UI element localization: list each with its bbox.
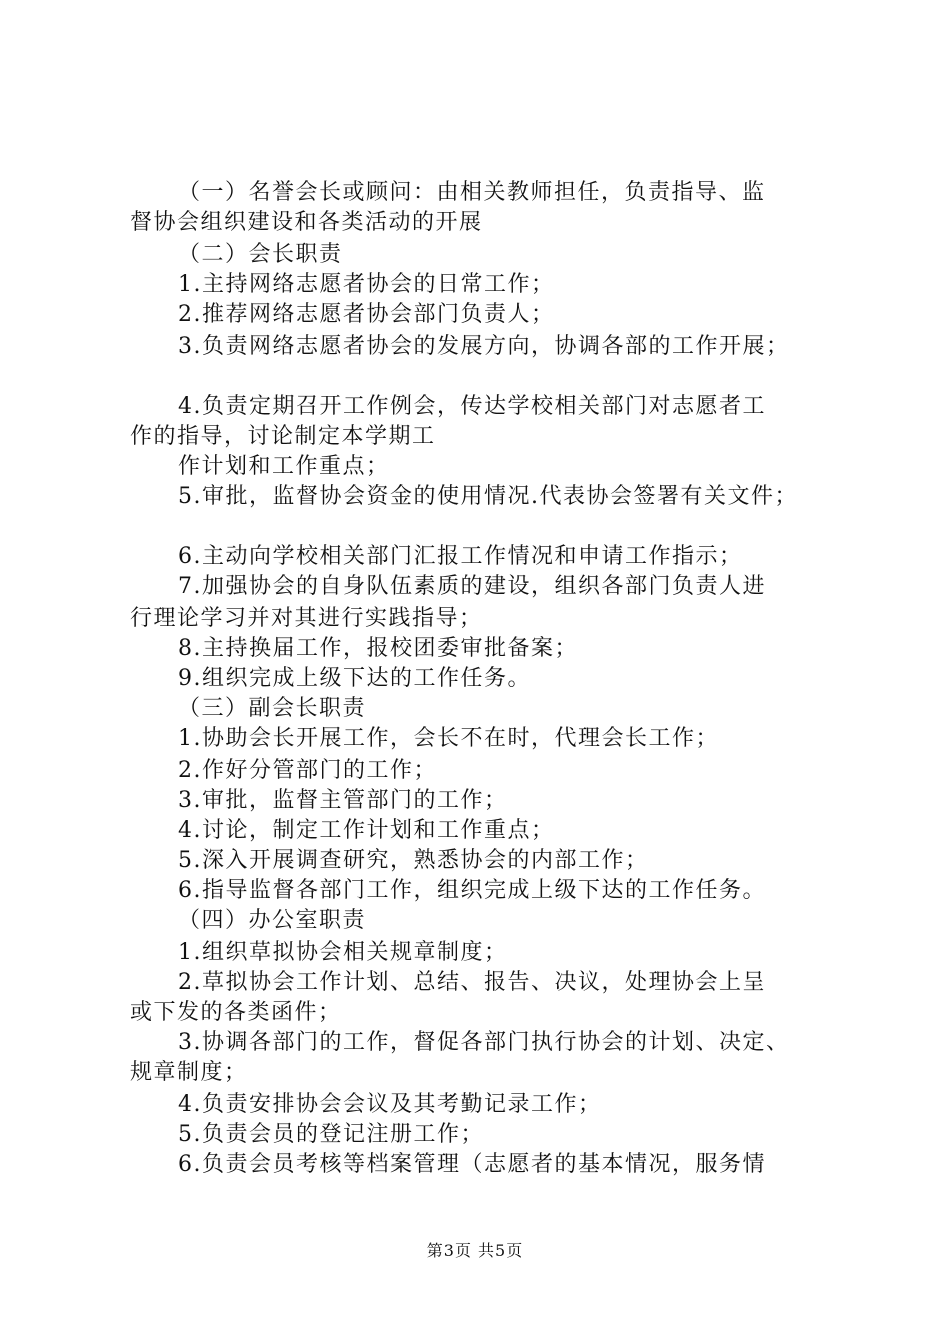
- text-line: 8.主持换届工作，报校团委审批备案；: [178, 636, 578, 661]
- section-heading: （四）办公室职责: [178, 908, 367, 933]
- text-line: 3.审批，监督主管部门的工作；: [178, 788, 508, 813]
- text-line: 行理论学习并对其进行实践指导；: [130, 606, 483, 631]
- section-heading: （三）副会长职责: [178, 696, 367, 721]
- text-line: 作计划和工作重点；: [178, 454, 390, 479]
- text-line: （一）名誉会长或顾问：由相关教师担任，负责指导、监: [178, 180, 766, 205]
- text-line: 3.负责网络志愿者协会的发展方向，协调各部的工作开展；: [178, 334, 790, 359]
- text-line: 2.推荐网络志愿者协会部门负责人；: [178, 302, 555, 327]
- page-number-footer: 第3页 共5页: [426, 1241, 524, 1260]
- text-line: 1.主持网络志愿者协会的日常工作；: [178, 272, 555, 297]
- text-line: 2.草拟协会工作计划、总结、报告、决议，处理协会上呈: [178, 970, 766, 995]
- text-line: 作的指导，讨论制定本学期工: [130, 424, 436, 449]
- text-line: 7.加强协会的自身队伍素质的建设，组织各部门负责人进: [178, 574, 766, 599]
- text-line: 5.审批，监督协会资金的使用情况.代表协会签署有关文件；: [178, 484, 798, 509]
- text-line: 1.组织草拟协会相关规章制度；: [178, 940, 508, 965]
- text-line: 4.负责安排协会会议及其考勤记录工作；: [178, 1092, 602, 1117]
- text-line: 督协会组织建设和各类活动的开展: [130, 210, 483, 235]
- text-line: 6.主动向学校相关部门汇报工作情况和申请工作指示；: [178, 544, 743, 569]
- text-line: 或下发的各类函件；: [130, 1000, 342, 1025]
- text-line: 规章制度；: [130, 1060, 248, 1085]
- text-line: 5.深入开展调查研究，熟悉协会的内部工作；: [178, 848, 649, 873]
- section-heading: （二）会长职责: [178, 242, 343, 267]
- text-line: 4.负责定期召开工作例会，传达学校相关部门对志愿者工: [178, 394, 766, 419]
- text-line: 3.协调各部门的工作，督促各部门执行协会的计划、决定、: [178, 1030, 790, 1055]
- text-line: 6.负责会员考核等档案管理（志愿者的基本情况，服务情: [178, 1152, 766, 1177]
- text-line: 4.讨论，制定工作计划和工作重点；: [178, 818, 555, 843]
- text-line: 2.作好分管部门的工作；: [178, 758, 437, 783]
- text-line: 6.指导监督各部门工作，组织完成上级下达的工作任务。: [178, 878, 766, 903]
- text-line: 5.负责会员的登记注册工作；: [178, 1122, 484, 1147]
- text-line: 9.组织完成上级下达的工作任务。: [178, 666, 531, 691]
- text-line: 1.协助会长开展工作，会长不在时，代理会长工作；: [178, 726, 719, 751]
